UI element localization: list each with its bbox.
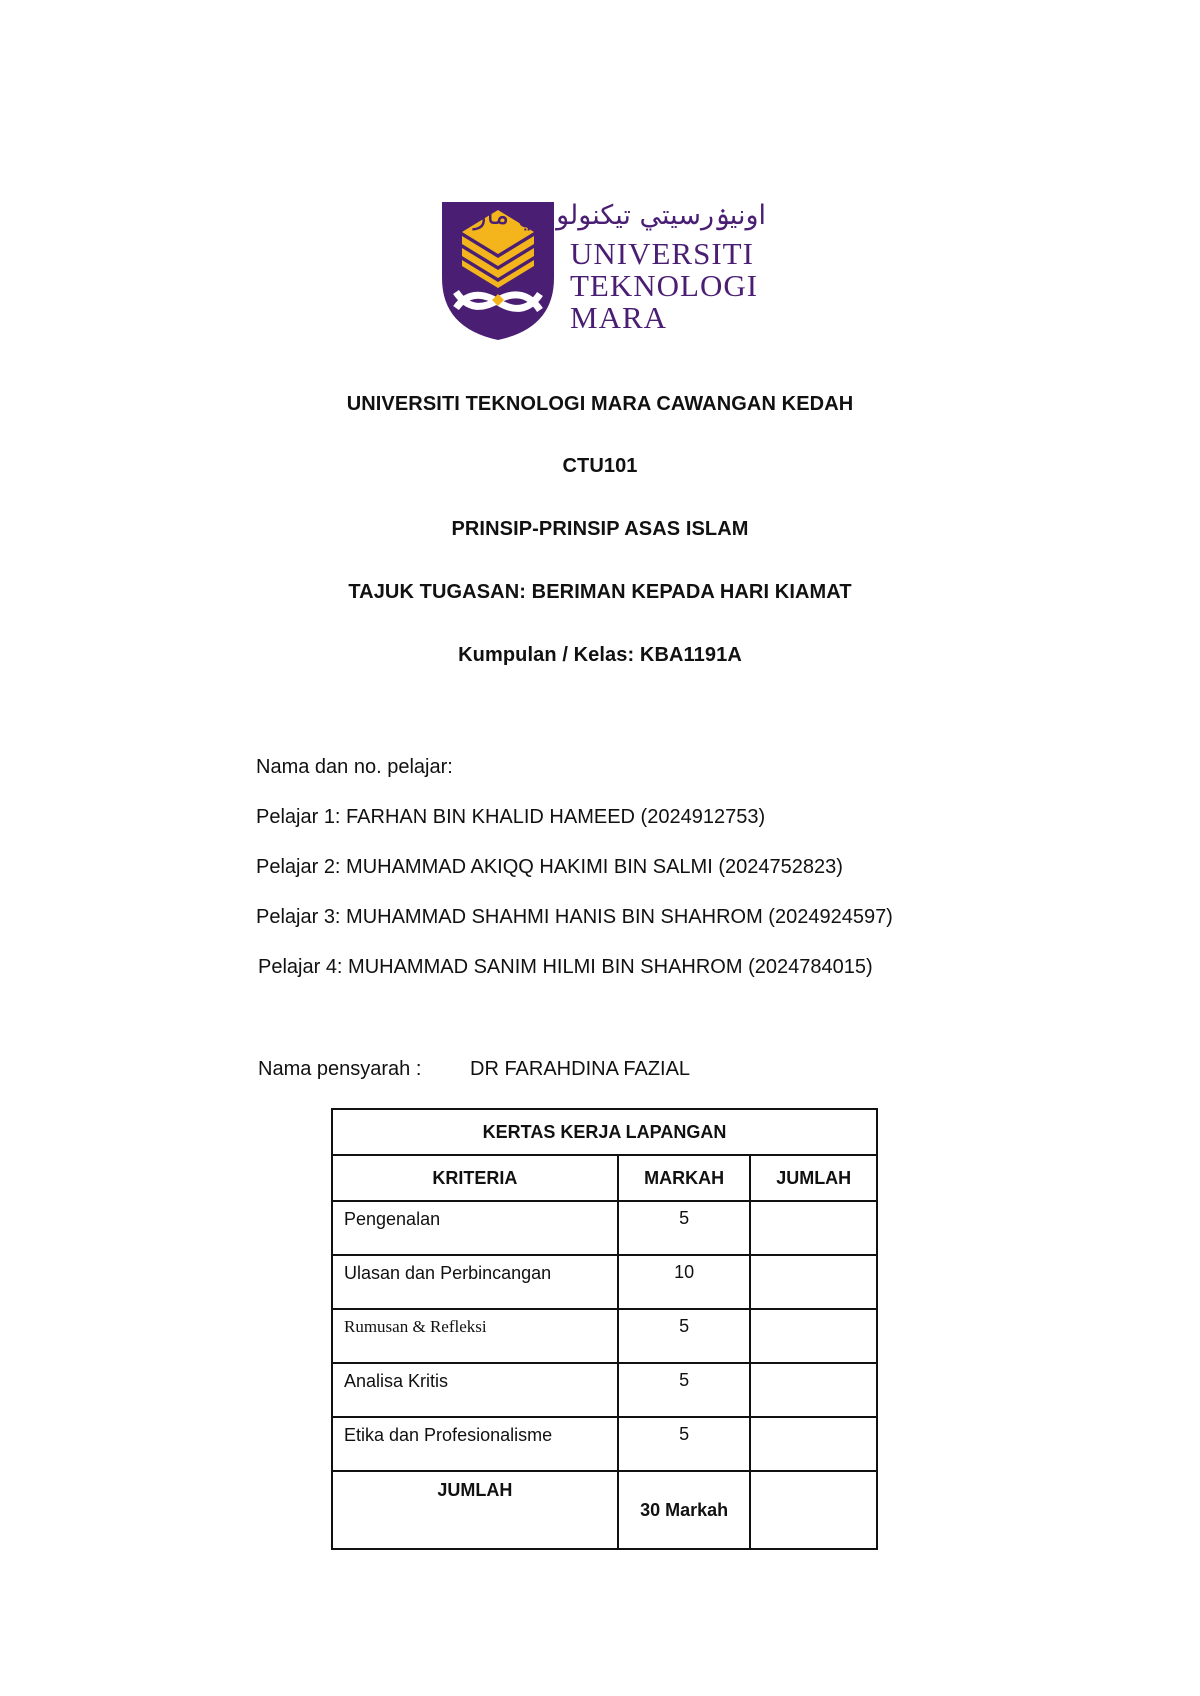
table-row (332, 1363, 877, 1417)
lecturer-label: Nama pensyarah : (258, 1058, 422, 1080)
markah-cell: 5 (618, 1201, 751, 1255)
total-markah: 30 Markah (618, 1471, 751, 1549)
criteria-cell: Ulasan dan Perbincangan (332, 1255, 618, 1309)
table-title-row (332, 1109, 877, 1155)
criteria-cell: Rumusan & Refleksi (332, 1309, 618, 1363)
markah-cell: 5 (618, 1309, 751, 1363)
logo-line-universiti: UNIVERSITI (570, 236, 754, 271)
column-header-jumlah: JUMLAH (750, 1155, 877, 1201)
markah-cell: 5 (618, 1363, 751, 1417)
jumlah-cell (750, 1363, 877, 1417)
column-header-kriteria: KRITERIA (332, 1155, 618, 1201)
table-total-row (332, 1471, 877, 1549)
markah-cell: 5 (618, 1417, 751, 1471)
jumlah-cell (750, 1417, 877, 1471)
students-heading: Nama dan no. pelajar: (256, 756, 453, 778)
total-label: JUMLAH (332, 1471, 618, 1549)
column-header-markah: MARKAH (618, 1155, 751, 1201)
criteria-cell: Analisa Kritis (332, 1363, 618, 1417)
student-1: Pelajar 1: FARHAN BIN KHALID HAMEED (2024912753) (256, 806, 766, 828)
logo-line-mara: MARA (570, 300, 668, 335)
jumlah-cell (750, 1201, 877, 1255)
total-jumlah (750, 1471, 877, 1549)
marks-table (331, 1108, 878, 1550)
table-row (332, 1417, 877, 1471)
institution-name: UNIVERSITI TEKNOLOGI MARA CAWANGAN KEDAH (346, 393, 854, 415)
lecturer-name: DR FARAHDINA FAZIAL (470, 1058, 691, 1080)
group-class: Kumpulan / Kelas: KBA1191A (458, 644, 742, 666)
markah-cell: 10 (618, 1255, 751, 1309)
table-row (332, 1201, 877, 1255)
table-row (332, 1309, 877, 1363)
table-row (332, 1255, 877, 1309)
logo-jawi: اونيۏرسيتي تيكنولوݢي مارا (465, 200, 766, 231)
criteria-cell: Pengenalan (332, 1201, 618, 1255)
jumlah-cell (750, 1255, 877, 1309)
uitm-logo (442, 200, 772, 340)
assignment-title: TAJUK TUGASAN: BERIMAN KEPADA HARI KIAMAT (348, 581, 852, 603)
student-4: Pelajar 4: MUHAMMAD SANIM HILMI BIN SHAHROM (2024784015) (258, 956, 873, 978)
table-title: KERTAS KERJA LAPANGAN (332, 1109, 877, 1155)
table-header-row (332, 1155, 877, 1201)
criteria-cell: Etika dan Profesionalisme (332, 1417, 618, 1471)
course-name: PRINSIP-PRINSIP ASAS ISLAM (451, 518, 749, 540)
student-2: Pelajar 2: MUHAMMAD AKIQQ HAKIMI BIN SALMI (2024752823) (256, 856, 843, 878)
jumlah-cell (750, 1309, 877, 1363)
logo-line-teknologi: TEKNOLOGI (570, 268, 759, 303)
course-code: CTU101 (562, 455, 638, 477)
student-3: Pelajar 3: MUHAMMAD SHAHMI HANIS BIN SHAHROM (2024924597) (256, 906, 893, 928)
